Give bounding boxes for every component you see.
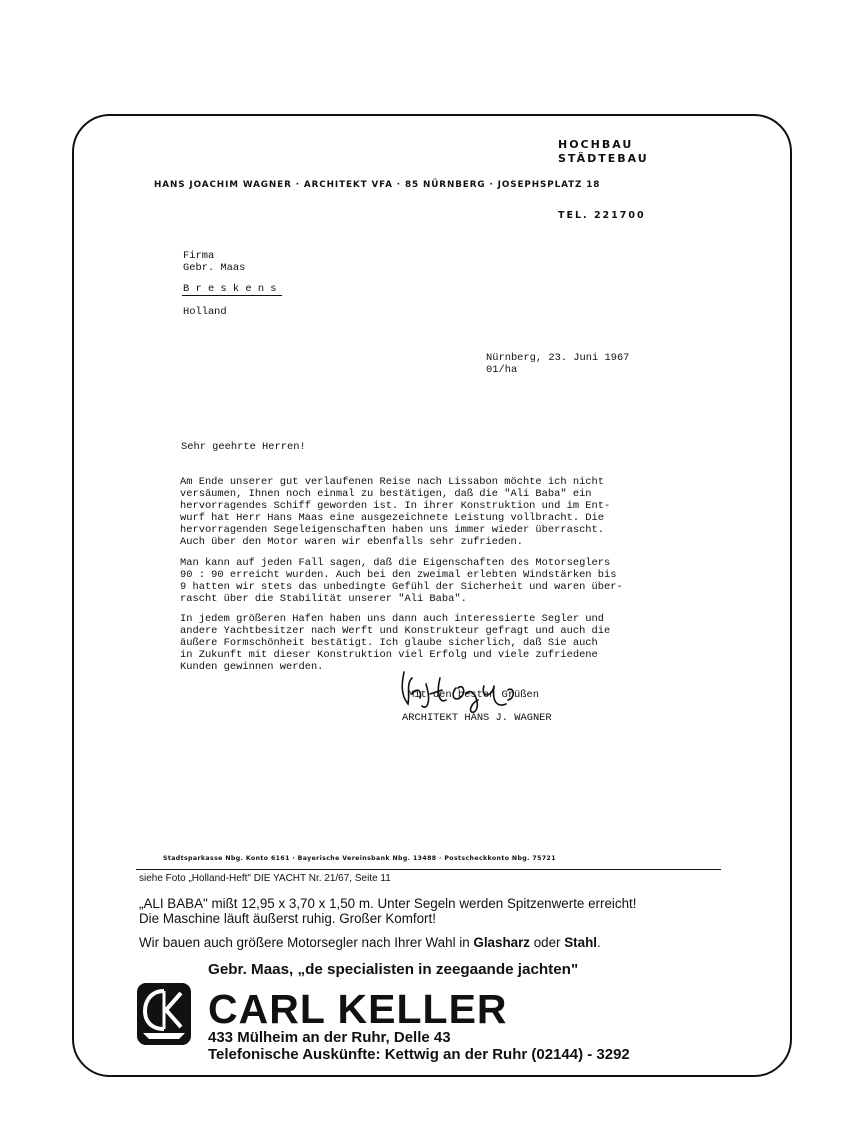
paragraph-3-line: äußere Formschönheit bestätigt. Ich glaube sicherlich, daß Sie auch <box>180 637 598 649</box>
material-stahl: Stahl <box>564 935 597 950</box>
slogan: Gebr. Maas, „de specialisten in zeegaande jachten" <box>208 961 579 978</box>
paragraph-1-line: versäumen, Ihnen noch einmal zu bestätigen, daß die "Ali Baba" ein <box>180 488 592 500</box>
letterhead-phone: TEL. 221700 <box>558 210 646 221</box>
paragraph-2-line: Man kann auf jeden Fall sagen, daß die Eigenschaften des Motorseglers <box>180 557 611 569</box>
date-line: Nürnberg, 23. Juni 1967 <box>486 352 630 364</box>
paragraph-3-line: In jedem größeren Hafen haben uns dann auch interessierte Segler und <box>180 613 605 625</box>
paragraph-2-line: rascht über die Stabilität unserer "Ali Baba". <box>180 593 467 605</box>
signatory: ARCHITEKT HANS J. WAGNER <box>402 712 552 724</box>
company-address: 433 Mülheim an der Ruhr, Delle 43 <box>208 1029 451 1046</box>
signature-icon <box>396 664 546 716</box>
paragraph-1-line: hervorragenden Segeleigenschaften haben uns immer wieder überrascht. <box>180 524 605 536</box>
company-phone-info: Telefonische Auskünfte: Kettwig an der Ruhr (02144) - 3292 <box>208 1046 630 1063</box>
closing: Mit den besten Grüßen <box>408 689 539 701</box>
ck-ship-logo-icon <box>137 983 191 1045</box>
paragraph-1-line: Auch über den Motor waren wir ebenfalls sehr zufrieden. <box>180 536 523 548</box>
recipient-city: B r e s k e n s <box>183 283 277 295</box>
spec-line-2: Die Maschine läuft äußerst ruhig. Großer Komfort! <box>139 911 436 926</box>
reference-line: 01/ha <box>486 364 518 376</box>
spec-line-1: „ALI BABA" mißt 12,95 x 3,70 x 1,50 m. Unter Segeln werden Spitzenwerte erreicht! <box>139 896 637 911</box>
paragraph-1-line: wurf hat Herr Hans Maas eine ausgezeichnete Leistung vollbracht. Die <box>180 512 605 524</box>
offer-end: . <box>597 935 601 950</box>
paragraph-2-line: 9 hatten wir stets das unbedingte Gefühl der Sicherheit und waren über- <box>180 581 623 593</box>
paragraph-2-line: 90 : 90 erreicht wurden. Auch bei den zweimal erlebten Windstärken bis <box>180 569 617 581</box>
offer-prefix: Wir bauen auch größere Motorsegler nach Ihrer Wahl in <box>139 935 474 950</box>
bank-details: Stadtsparkasse Nbg. Konto 6161 · Bayerische Vereinsbank Nbg. 13488 · Postscheckkonto Nbg. 75721 <box>163 855 556 862</box>
letterhead-service-hochbau: HOCHBAU <box>558 138 634 151</box>
offer-line <box>139 935 601 950</box>
material-glasharz: Glasharz <box>473 935 530 950</box>
source-note: siehe Foto „Holland-Heft" DIE YACHT Nr. 21/67, Seite 11 <box>139 873 391 884</box>
recipient-city-underline <box>182 295 282 296</box>
paragraph-3-line: in Zukunft mit dieser Konstruktion viel Erfolg und viele zufriedene <box>180 649 598 661</box>
recipient-line-2: Gebr. Maas <box>183 262 246 274</box>
paragraph-3-line: Kunden gewinnen werden. <box>180 661 324 673</box>
recipient-country: Holland <box>183 306 227 318</box>
company-name: CARL KELLER <box>208 986 508 1032</box>
paragraph-1-line: hervorragendes Schiff geworden ist. In ihrer Konstruktion und im Ent- <box>180 500 611 512</box>
offer-mid: oder <box>530 935 565 950</box>
paragraph-1-line: Am Ende unserer gut verlaufenen Reise nach Lissabon möchte ich nicht <box>180 476 605 488</box>
letterhead-address: HANS JOACHIM WAGNER · ARCHITEKT VFA · 85 NÜRNBERG · JOSEPHSPLATZ 18 <box>154 180 601 190</box>
salutation: Sehr geehrte Herren! <box>181 441 306 453</box>
letterhead-service-staedtebau: STÄDTEBAU <box>558 152 649 165</box>
paragraph-3-line: andere Yachtbesitzer nach Werft und Konstrukteur gefragt und auch die <box>180 625 611 637</box>
recipient-line-1: Firma <box>183 250 215 262</box>
footer-rule <box>136 869 721 870</box>
